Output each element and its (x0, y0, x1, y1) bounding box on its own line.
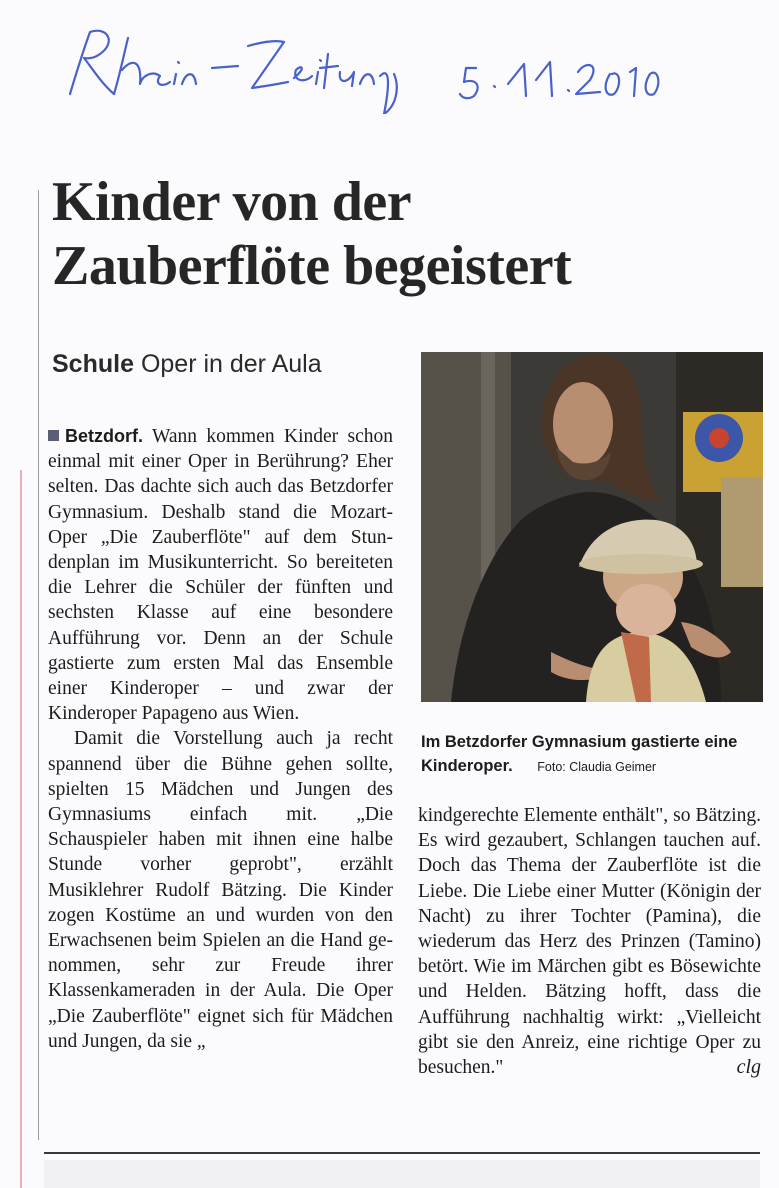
handwritten-source-note (62, 24, 662, 114)
bottom-rule (44, 1152, 760, 1154)
article-column-left (48, 424, 393, 1054)
headline-line-2: Zauberflöte begeistert (52, 235, 572, 297)
margin-line (20, 470, 22, 1188)
bullet-square-icon (48, 430, 59, 441)
handwriting-drawing (62, 24, 662, 114)
photo-caption (421, 730, 766, 779)
headline-line-1: Kinder von der (52, 171, 412, 233)
article-paragraph-1 (48, 424, 393, 726)
article-paragraph-3 (418, 803, 761, 1080)
paragraph-1-text: Wann kommen Kinder schon einmal mit einer Oper in Berührung? Eher selten. Das dachte sich auch das Betzdorfer Gymnasium. Deshalb stand die Mozart-Oper „Die Zauberflöte" auf dem Stundenplan im Musikunterricht. So bereiteten die Lehrer die Schüler der fünften und sechsten Klasse auf eine besondere Aufführung vor. Denn an der Schule gastierte zum ersten Mal das Ensemble einer Kinderoper – und zwar der Kinderoper Papageno aus Wien. (48, 426, 393, 725)
article-column-right (418, 803, 761, 1080)
next-article-fragment (44, 1160, 760, 1188)
kicker (52, 350, 322, 379)
column-rule (38, 190, 39, 1140)
caption-text: Im Betzdorfer Gymnasium gastierte eine Kinderoper. (421, 733, 738, 775)
article-photo (421, 352, 763, 702)
photo-image (421, 352, 763, 702)
kicker-text: Oper in der Aula (140, 350, 322, 378)
article-paragraph-2: Damit die Vorstellung auch ja recht spannend über die Bühne gehen sollte, spielten 15 Mädchen und Jungen des Gymnasiums einfach mit. „Die Schauspieler haben mit ihnen eine halbe Stunde vorher geprobt", erzählt Musiklehrer Rudolf Bätzing. Die Kinder zogen Kostüme an und wurden von den Erwachsenen beim Spielen an die Hand genommen, sehr zur Freude ihrer Klassenkameraden in der Aula. Die Oper „Die Zauberflöte" eignet sich für Mädchen und Jungen, da sie „ (48, 728, 393, 1052)
photo-credit: Foto: Claudia Geimer (537, 760, 657, 774)
kicker-label: Schule (52, 350, 134, 378)
dateline: Betzdorf. (65, 426, 143, 446)
paragraph-3-text: kindgerechte Elemente enthält", so Bätzing. Es wird gezaubert, Schlangen tauchen auf. Doch das Thema der Zauberflöte ist die Liebe. Die Liebe einer Mutter (Königin der Nacht) zu ihrer Tochter (Pamina), die wiederum das Herz des Prinzen (Tamino) betört. Wie im Märchen gibt es Bösewichte und Helden. Bätzing hofft, dass die Aufführung nachhaltig wirkt: „Vielleicht gibt sie den Anreiz, eine richtige Oper zu besuchen." (418, 805, 761, 1079)
author-initials: clg (736, 1056, 761, 1079)
headline (52, 170, 752, 298)
